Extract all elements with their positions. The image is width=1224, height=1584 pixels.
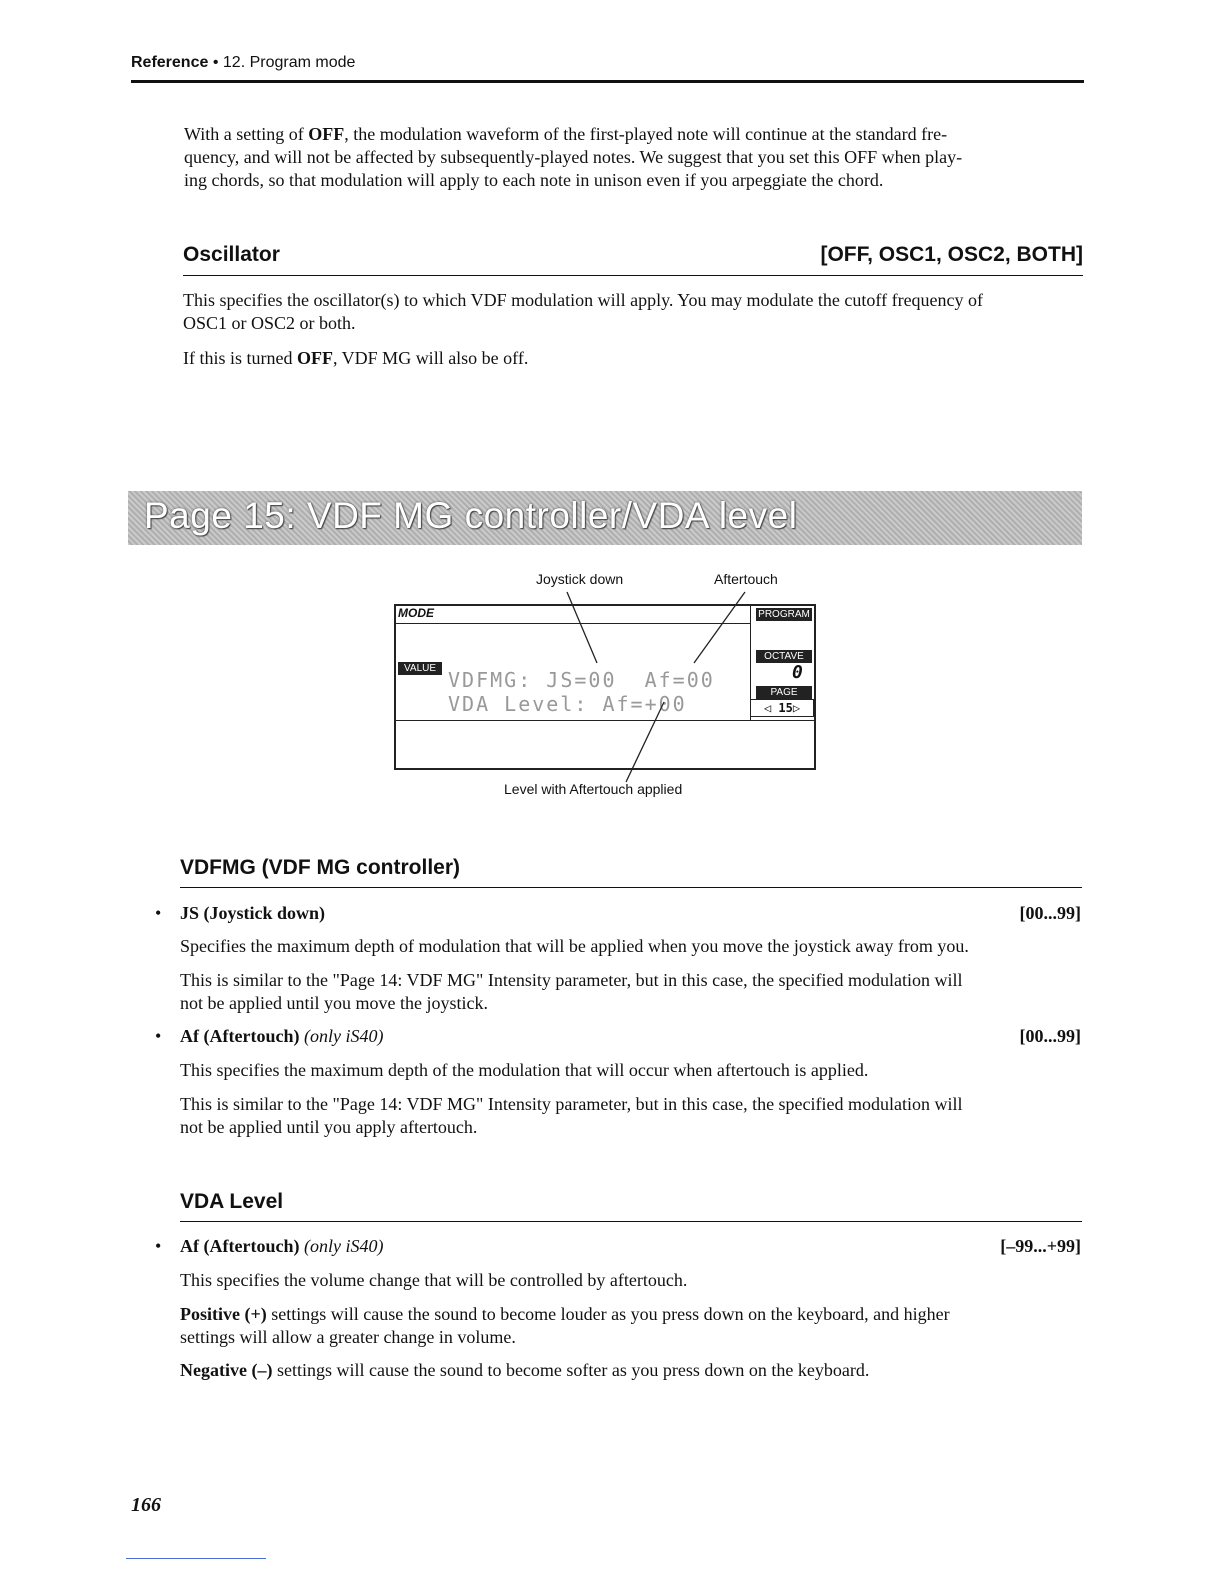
- af-note: [180, 1093, 1085, 1139]
- oscillator-text: This specifies the oscillator(s) to which VDF modulation will apply. You may modulate the cutoff frequency of: [183, 290, 984, 310]
- param-af-range: [00...99]: [1019, 1026, 1081, 1046]
- header-bullet: •: [212, 54, 219, 71]
- param-af-name: Af (Aftertouch): [180, 1026, 300, 1046]
- oscillator-text: OSC1 or OSC2 or both.: [183, 313, 356, 333]
- program-tag: PROGRAM: [756, 608, 812, 621]
- param-js-name: JS (Joystick down): [180, 903, 326, 923]
- intro-text: ing chords, so that modulation will apply to each note in unison even if you arpeggiate the chord.: [184, 170, 884, 190]
- js-note-text: This is similar to the "Page 14: VDF MG" Intensity parameter, but in this case, the specified modulation will: [180, 970, 963, 990]
- vda-param-af-note: (only iS40): [303, 1236, 384, 1256]
- lcd-mode-label: MODE: [398, 606, 434, 620]
- vda-param-af-name: Af (Aftertouch): [180, 1236, 300, 1256]
- intro-text: With a setting of: [184, 124, 309, 144]
- intro-off-keyword: OFF: [308, 124, 345, 144]
- page-banner-title: Page 15: VDF MG controller/VDA level: [144, 495, 798, 536]
- octave-tag: OCTAVE: [756, 650, 812, 663]
- param-af-label: [180, 1026, 383, 1047]
- header-chapter: 12. Program mode: [222, 54, 356, 71]
- oscillator-off-keyword: OFF: [297, 348, 333, 368]
- page-indicator: ◁ 15▷: [750, 699, 814, 717]
- negative-label: Negative (–): [180, 1360, 273, 1380]
- positive-label: Positive (+): [180, 1304, 267, 1324]
- vda-level-heading: VDA Level: [180, 1190, 284, 1213]
- lcd-line-vdfmg: VDFMG: JS=00 Af=00: [448, 668, 715, 692]
- param-af-note: (only iS40): [303, 1026, 384, 1046]
- lcd-line-vda-level: VDA Level: Af=+00: [448, 692, 687, 716]
- bullet: •: [155, 1026, 162, 1046]
- oscillator-text: , VDF MG will also be off.: [333, 348, 529, 368]
- param-js-range: [00...99]: [1019, 903, 1081, 923]
- pointer-aftertouch: [694, 592, 745, 663]
- page-number: 166: [131, 1494, 161, 1516]
- label-aftertouch: Aftertouch: [714, 571, 778, 587]
- intro-text: quency, and will not be affected by subsequently-played notes. We suggest that you set this OFF when play-: [184, 147, 963, 167]
- vda-negative-note: [180, 1359, 869, 1382]
- af-note-text: This is similar to the "Page 14: VDF MG" Intensity parameter, but in this case, the specified modulation will: [180, 1094, 963, 1114]
- js-note: [180, 969, 1085, 1015]
- oscillator-range: [OFF, OSC1, OSC2, BOTH]: [820, 243, 1083, 266]
- page-tag: PAGE: [756, 686, 812, 699]
- section-rule: [180, 1221, 1082, 1222]
- header-section: Reference: [131, 54, 209, 71]
- positive-text: settings will allow a greater change in volume.: [180, 1327, 516, 1347]
- vda-positive-note: [180, 1303, 1085, 1349]
- af-description: This specifies the maximum depth of the modulation that will occur when aftertouch is applied.: [180, 1060, 869, 1080]
- label-joystick-down: Joystick down: [536, 571, 624, 587]
- positive-text: settings will cause the sound to become louder as you press down on the keyboard, and higher: [266, 1304, 950, 1324]
- vda-param-af-range: [–99...+99]: [1000, 1236, 1081, 1256]
- af-note-text: not be applied until you apply aftertouch.: [180, 1117, 478, 1137]
- pointer-level: [626, 702, 664, 782]
- footer-line: [126, 1558, 266, 1559]
- value-tag: VALUE: [398, 662, 442, 675]
- octave-value: 0: [792, 662, 803, 683]
- bullet: •: [155, 903, 162, 923]
- negative-text: settings will cause the sound to become softer as you press down on the keyboard.: [272, 1360, 870, 1380]
- vda-param-af-label: [180, 1236, 383, 1257]
- oscillator-heading: Oscillator: [183, 243, 280, 266]
- vda-description: This specifies the volume change that will be controlled by aftertouch.: [180, 1270, 688, 1290]
- js-description: Specifies the maximum depth of modulation that will be applied when you move the joystick away from you.: [180, 936, 969, 956]
- intro-text: , the modulation waveform of the first-played note will continue at the standard fre-: [344, 124, 948, 144]
- oscillator-text: If this is turned: [183, 348, 297, 368]
- pointer-joystick: [567, 592, 597, 663]
- vdfmg-heading: VDFMG (VDF MG controller): [180, 856, 460, 879]
- label-level-aftertouch: Level with Aftertouch applied: [504, 781, 683, 797]
- js-note-text: not be applied until you move the joystick.: [180, 993, 488, 1013]
- bullet: •: [155, 1236, 162, 1256]
- section-rule: [180, 887, 1082, 888]
